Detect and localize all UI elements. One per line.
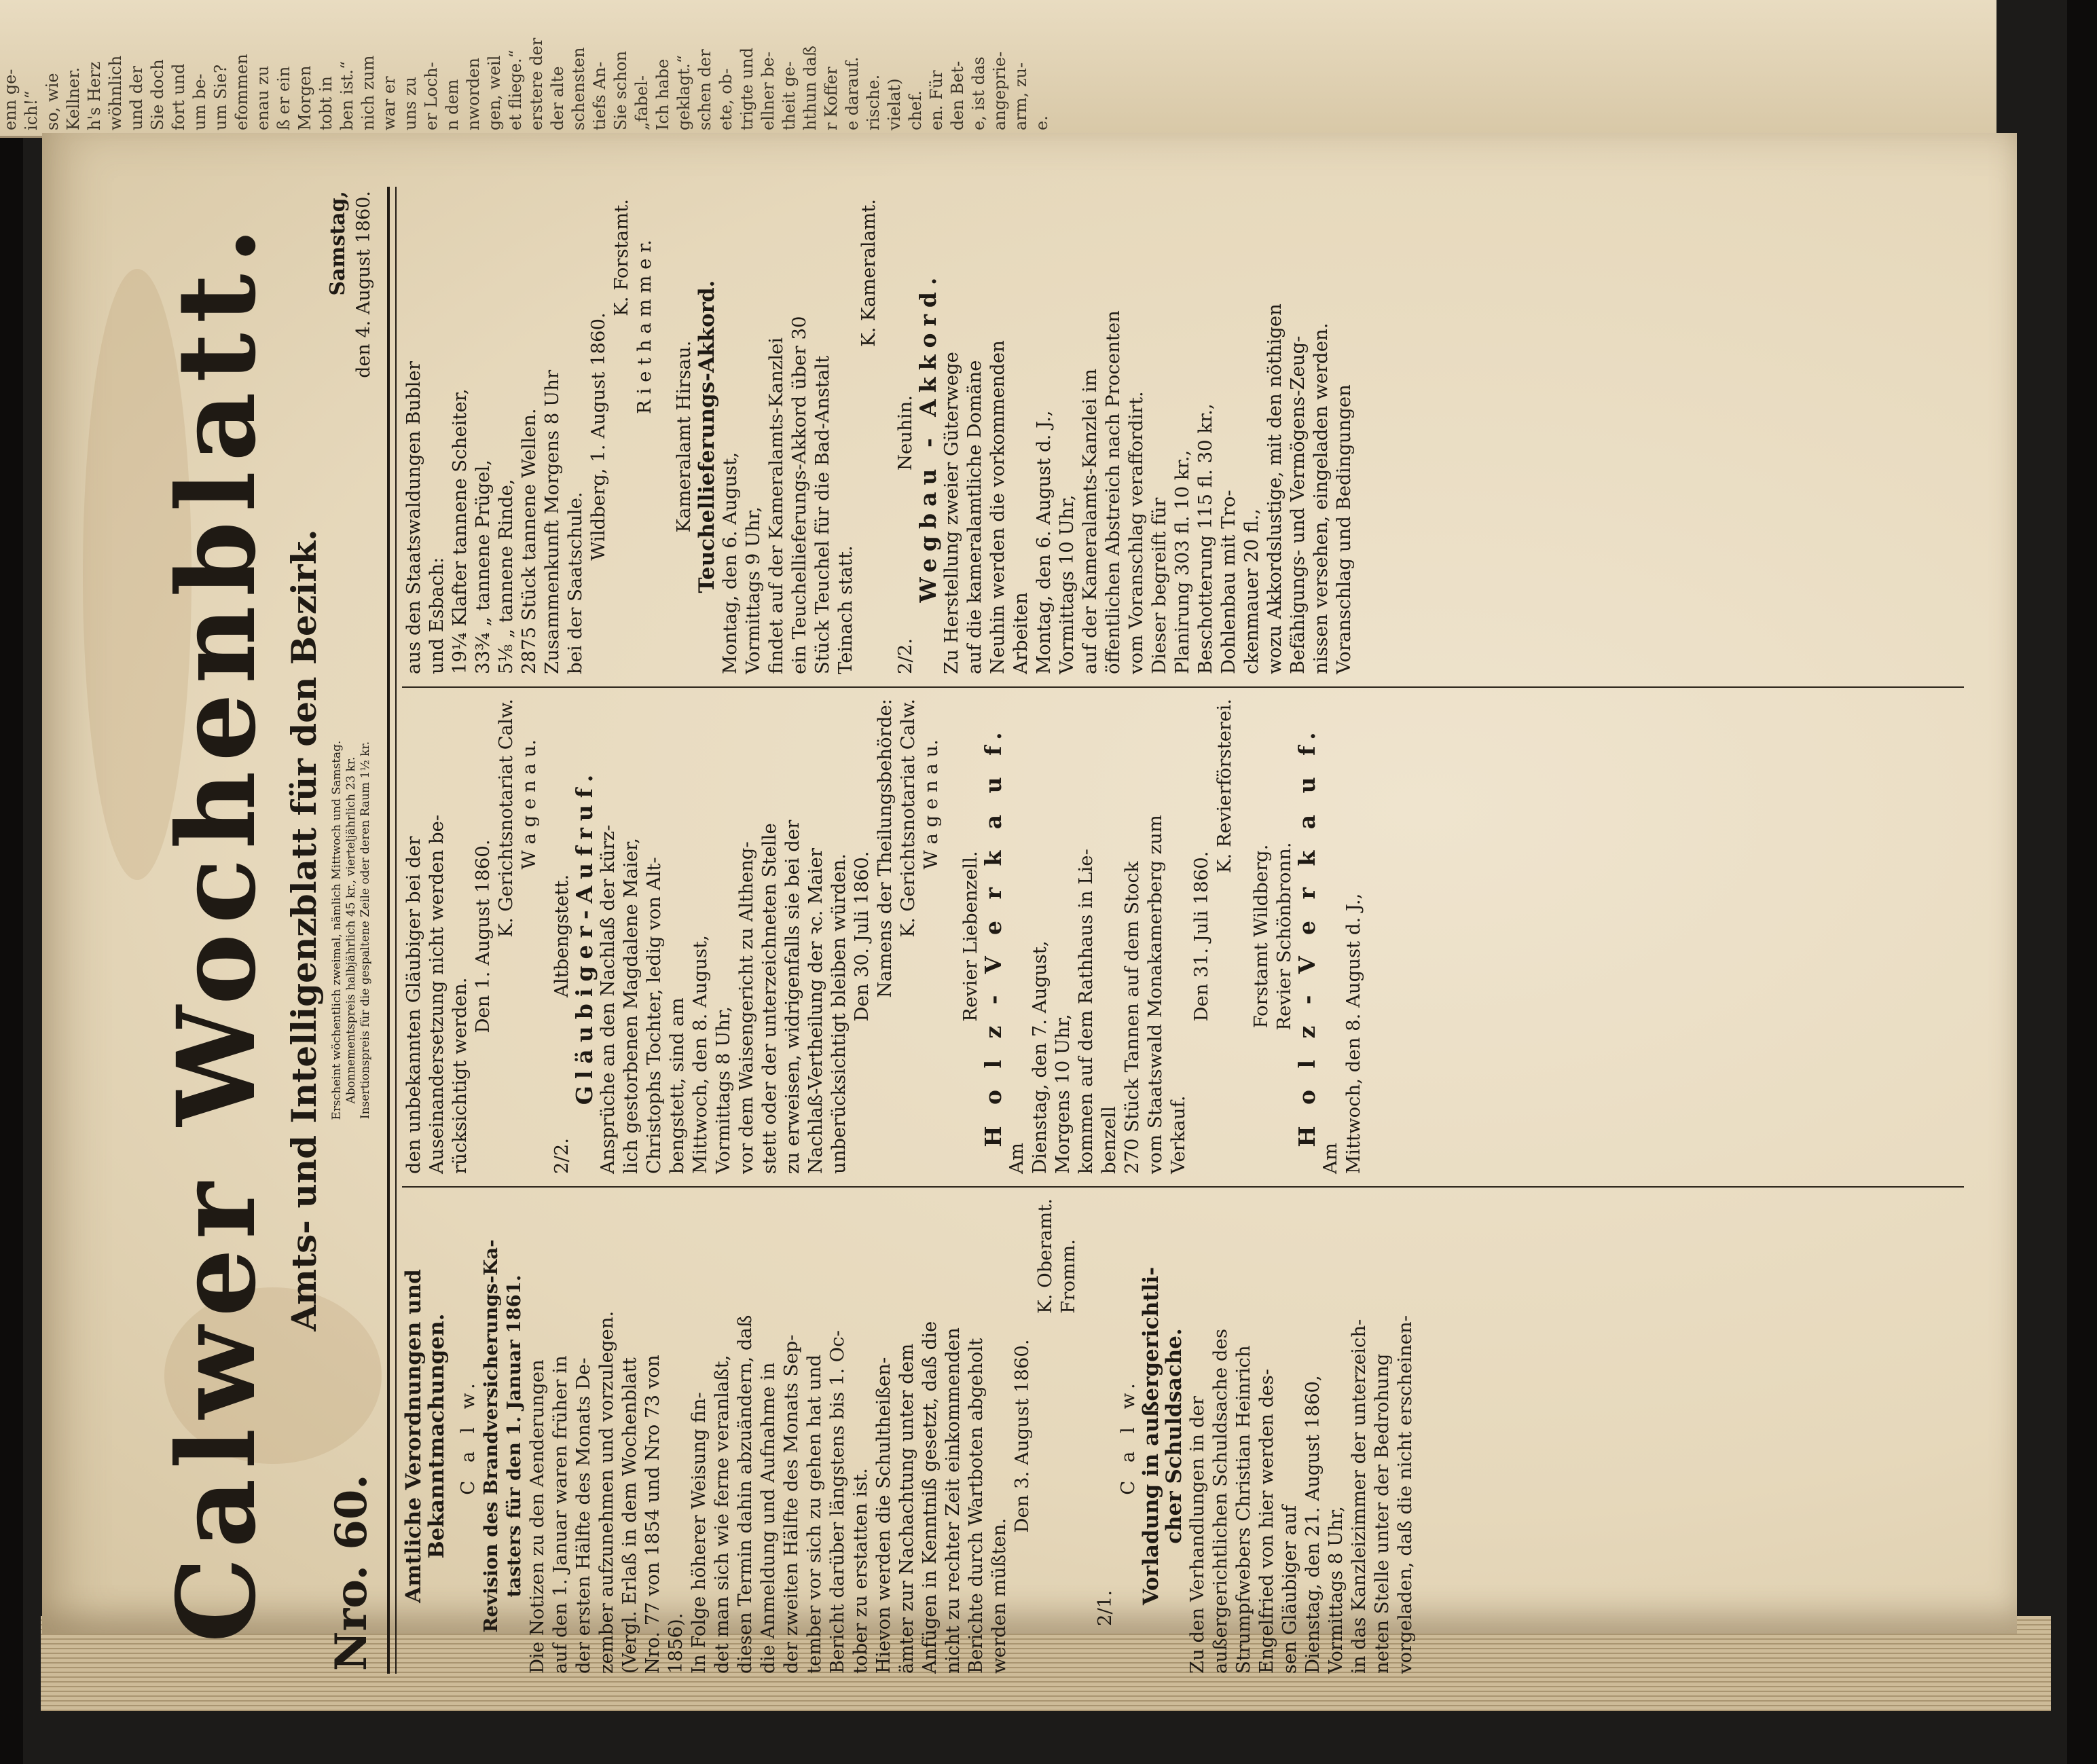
- text-line: Befähigungs- und Vermögens-Zeug-: [1287, 335, 1309, 674]
- text-line: Strumpfwebers Christian Heinrich: [1233, 1345, 1254, 1674]
- previous-page-line: enn ge-: [1, 69, 20, 130]
- previous-page-line: e darauf.: [843, 56, 862, 130]
- text-line: Am: [1319, 1143, 1341, 1174]
- text-line: Nachlaß-Vertheilung der ꝛc. Maier: [805, 847, 826, 1174]
- column-1: [402, 1198, 1417, 1674]
- text-line: den unbekannten Gläubiger bei der: [403, 836, 424, 1174]
- text-line: ämter zur Nachachtung unter dem: [896, 1343, 917, 1674]
- previous-page-line: en. Für: [927, 70, 946, 130]
- text-line: zu erweisen, widrigenfalls sie bei der: [782, 820, 803, 1174]
- spacer: [1236, 699, 1250, 1174]
- notice-mark-number: 2/2.: [551, 1138, 572, 1174]
- previous-page-line: fort und: [169, 63, 188, 130]
- notice-place: C a l w.: [1117, 1377, 1139, 1495]
- text-line: lich gestorbenen Magdalene Maier,: [620, 838, 642, 1174]
- notice-place: Revier Liebenzell.: [960, 851, 981, 1022]
- text-line: bei der Saatschule.: [564, 492, 586, 674]
- previous-page-line: angeprie-: [990, 51, 1009, 130]
- text-line: in das Kanzleizimmer der unterzeich-: [1348, 1319, 1370, 1674]
- previous-page-line: ellner be-: [759, 52, 778, 130]
- previous-page-line: e, ist das: [969, 56, 988, 130]
- text-line: Vormittags 8 Uhr,: [712, 1006, 734, 1174]
- text-line: In Folge höherer Weisung fin-: [688, 1392, 710, 1674]
- text-line: nissen versehen, eingeladen werden.: [1310, 323, 1332, 674]
- previous-page-line: geklagt.“: [674, 55, 693, 130]
- text-line: Mittwoch, den 8. August,: [689, 935, 711, 1174]
- notice-office: K. Oberamt.: [1034, 1198, 1056, 1314]
- previous-page-line: „fabel-: [632, 75, 651, 130]
- text-line: 2875 Stück tannene Wellen.: [518, 408, 540, 674]
- text-line: Voranschlag und Bedingungen: [1333, 384, 1355, 674]
- text-line: Dohlenbau mit Tro-: [1218, 490, 1239, 674]
- text-line: 270 Stück Tannen auf dem Stock: [1121, 861, 1143, 1174]
- publication-notice: [330, 485, 373, 1375]
- text-line: vom Voranschlag veraffordirt.: [1125, 391, 1147, 674]
- previous-page: [0, 0, 1996, 138]
- notice-office: K. Gerichtsnotariat Calw.: [495, 699, 517, 938]
- previous-page-line: tiefs An-: [590, 61, 609, 130]
- notice-mark: [894, 199, 917, 674]
- previous-page-text: [0, 0, 1996, 136]
- text-line: sen Gläubiger auf: [1279, 1505, 1300, 1674]
- newspaper-content: [143, 187, 2003, 1674]
- previous-page-line: rische.: [864, 74, 883, 130]
- previous-page-line: et fliege.“: [506, 50, 525, 130]
- notice-signature: W a g e n a u.: [920, 739, 942, 870]
- notice-mark: 2/1.: [1094, 1590, 1116, 1626]
- text-line: Teinach statt.: [835, 545, 856, 674]
- notice-signature: Fromm.: [1057, 1239, 1079, 1314]
- previous-page-line: tobt in: [316, 76, 335, 130]
- previous-page-line: nworden: [464, 58, 483, 130]
- text-line: unberücksichtigt bleiben würden.: [828, 853, 850, 1174]
- text-line: rücksichtigt werden.: [449, 977, 471, 1174]
- notice-title: cher Schuldsache.: [1162, 1328, 1186, 1544]
- text-line: vom Staatswald Monakamerberg zum: [1144, 815, 1166, 1174]
- text-line: 1856).: [665, 1613, 687, 1674]
- notice-body: [718, 199, 857, 674]
- section-heading: Bekanntmachungen.: [424, 1313, 449, 1559]
- text-line: Morgens 10 Uhr,: [1052, 1014, 1074, 1174]
- text-line: vorgeladen, daß die nicht erscheinen-: [1394, 1315, 1416, 1674]
- text-line: Vormittags 10 Uhr,: [1056, 494, 1078, 674]
- previous-page-line: ß er ein: [274, 66, 293, 130]
- text-line: Nro. 77 von 1854 und Nro 73 von: [642, 1355, 663, 1674]
- text-line: Vormittags 9 Uhr,: [742, 507, 764, 674]
- text-line: Montag, den 6. August,: [719, 452, 741, 674]
- text-line: tober zu erstatten ist.: [850, 1468, 871, 1674]
- masthead: [143, 187, 387, 1674]
- notice-place: Neuhin.: [894, 394, 916, 471]
- text-line: 33¾ „ tannene Prügel,: [472, 459, 494, 674]
- previous-page-line: ete, ob-: [716, 68, 735, 130]
- previous-page-line: er Loch-: [422, 62, 441, 130]
- previous-page-line: arm, zu-: [1011, 62, 1030, 130]
- text-line: auf der Kameralamts-Kanzlei im: [1079, 369, 1101, 674]
- notice-office: K. Forstamt.: [610, 199, 632, 316]
- spacer: [656, 199, 672, 674]
- previous-page-line: e.: [1032, 115, 1051, 130]
- text-line: Neuhin werden die vorkommenden: [987, 340, 1008, 674]
- notice-place: Revier Schönbronn.: [1273, 842, 1295, 1031]
- text-line: Montag, den 6. August d. J.,: [1033, 410, 1055, 674]
- spacer: [943, 699, 959, 1174]
- notice-date: Den 30. Juli 1860.: [851, 851, 873, 1022]
- previous-page-line: trigte und: [737, 48, 756, 130]
- notice-office: K. Gerichtsnotariat Calw.: [897, 699, 919, 938]
- notice-body: [596, 699, 850, 1174]
- text-line: auf den 1. Januar waren früher in: [549, 1355, 571, 1674]
- newspaper-subtitle: Amts- und Intelligenzblatt für den Bezirk.: [284, 529, 324, 1331]
- notice-mark-number: 2/2.: [894, 638, 916, 674]
- text-line: diesen Termin dahin abzuändern, daß: [734, 1315, 756, 1674]
- text-line: Berichte durch Wartboten abgeholt: [965, 1338, 987, 1674]
- text-line: Verkauf.: [1167, 1095, 1189, 1174]
- text-line: (Vergl. Erlaß in dem Wochenblatt: [619, 1357, 640, 1674]
- text-line: Mittwoch, den 8. August d. J.,: [1343, 893, 1364, 1174]
- spacer: [448, 1198, 456, 1674]
- notice-title: H o l z - V e r k a u f.: [980, 725, 1006, 1147]
- issue-day: Samstag,: [326, 191, 350, 296]
- previous-page-line: enau zu: [253, 65, 272, 130]
- previous-page-line: nich zum: [359, 55, 378, 130]
- notice-title: H o l z - V e r k a u f.: [1294, 725, 1320, 1147]
- text-line: Zu Herstellung zweier Güterwege: [941, 352, 962, 674]
- text-line: nicht zu rechter Zeit einkommenden: [942, 1327, 964, 1674]
- previous-page-line: wöhnlich: [106, 55, 125, 130]
- previous-page-line: r Koffer: [822, 67, 841, 130]
- notice-office: K. Revierförsterei.: [1214, 699, 1235, 874]
- issue-number: Nro. 60.: [326, 1474, 377, 1671]
- previous-page-line: Morgen: [295, 65, 314, 130]
- previous-page-line: um be-: [190, 73, 209, 130]
- previous-page-line: efommen: [232, 54, 251, 130]
- text-line: vor dem Waisengericht zu Altheng-: [735, 841, 757, 1174]
- notice-date: Den 1. August 1860.: [472, 839, 494, 1033]
- text-line: ckenmauer 20 fl.,: [1241, 509, 1262, 674]
- column-rule: [402, 686, 1964, 688]
- previous-page-line: der alte: [548, 66, 567, 130]
- notice-body: [402, 199, 587, 674]
- text-line: det man sich wie ferne veranlaßt,: [711, 1355, 733, 1674]
- column-3: [402, 199, 1355, 674]
- previous-page-line: theit ge-: [780, 61, 799, 130]
- text-line: und Esbach:: [426, 557, 448, 674]
- text-line: tember vor sich zu gehen hat und: [803, 1354, 825, 1674]
- text-line: Bericht darüber längstens bis 1. Oc-: [826, 1330, 848, 1674]
- text-line: außergerichtlichen Schuldsache des: [1209, 1329, 1231, 1674]
- previous-page-line: um Sie?: [211, 64, 230, 130]
- notice-title: Revision des Brandversicherungs-Ka-: [480, 1239, 502, 1633]
- notice-title: Gläubiger-Aufruf.: [571, 767, 598, 1105]
- previous-page-line: ben ist.“: [338, 60, 357, 130]
- notice-line: Erscheint wöchentlich zweimal, nämlich Mittwoch und Samstag.: [330, 740, 344, 1120]
- text-line: Dienstag, den 21. August 1860,: [1302, 1375, 1324, 1674]
- section-heading: Amtliche Verordnungen und: [401, 1269, 426, 1603]
- text-line: Am: [1006, 1143, 1027, 1174]
- previous-page-line: hthun daß: [801, 45, 820, 130]
- notice-body: [526, 1198, 1010, 1674]
- notice-place: Kameralamt Hirsau.: [673, 340, 695, 533]
- notice-mark: [550, 699, 573, 1174]
- column-2: [402, 699, 1365, 1174]
- text-line: werden müßten.: [988, 1518, 1010, 1674]
- text-line: Stück Teuchel für die Bad-Anstalt: [812, 355, 833, 674]
- text-line: Zusammenkunft Morgens 8 Uhr: [541, 369, 563, 674]
- text-line: Die Notizen zu den Aenderungen: [526, 1359, 548, 1674]
- text-line: Zu den Verhandlungen in der: [1186, 1396, 1208, 1674]
- notice-signature: R i e t h a m m e r.: [634, 240, 655, 414]
- notice-body: [940, 199, 1355, 674]
- notice-line: Insertionspreis für die gespaltene Zeile oder deren Raum 1½ kr.: [359, 741, 372, 1120]
- spacer: [541, 699, 550, 1174]
- text-line: Ansprüche an den Nachlaß der kürz-: [597, 824, 619, 1174]
- text-line: Beschotterung 115 fl. 30 kr.,: [1195, 403, 1216, 674]
- previous-page-line: war er: [380, 76, 399, 130]
- previous-page-line: chef.: [906, 90, 925, 130]
- text-line: Dieser begreift für: [1148, 497, 1170, 674]
- text-line: Arbeiten: [1010, 592, 1032, 674]
- notice-title: tasters für den 1. Januar 1861.: [503, 1274, 525, 1598]
- text-line: stett oder der unterzeichneten Stelle: [759, 823, 780, 1174]
- newspaper-title: Calwer Wochenblatt.: [154, 217, 280, 1643]
- text-line: Auseinandersetzung nicht werden be-: [426, 814, 448, 1174]
- previous-page-line: n dem: [443, 79, 462, 130]
- text-line: Anfügen in Kenntniß gesetzt, daß die: [919, 1321, 941, 1674]
- notice-date: Wildberg, 1. August 1860.: [587, 312, 609, 561]
- text-line: Planirung 303 fl. 10 kr.,: [1171, 449, 1193, 674]
- previous-page-line: uns zu: [401, 77, 420, 130]
- text-line: öffentlichen Abstreich nach Procenten: [1102, 310, 1124, 674]
- notice-line: Abonnementspreis halbjährlich 45 kr., vierteljährlich 23 kr.: [344, 756, 358, 1104]
- text-line: kommen auf dem Rathhaus in Lie-: [1075, 849, 1097, 1174]
- previous-page-line: den Bet-: [948, 60, 967, 130]
- text-line: Vormittags 8 Uhr,: [1325, 1506, 1347, 1674]
- text-line: wozu Akkordslustige, mit den nöthigen: [1264, 304, 1285, 674]
- previous-page-line: und der: [127, 66, 146, 130]
- notice-place: C a l w.: [457, 1377, 479, 1495]
- spacer: [1080, 1198, 1093, 1674]
- previous-page-line: h's Herz: [85, 61, 104, 130]
- notice-title: Vorladung in außergerichtli-: [1139, 1266, 1163, 1606]
- previous-page-line: Kellner.: [64, 67, 83, 130]
- previous-page-line: Ich habe: [653, 58, 672, 130]
- column-rule: [402, 1186, 1964, 1188]
- previous-page-line: schensten: [569, 47, 588, 130]
- notice-body: [1319, 699, 1365, 1174]
- previous-page-line: Sie doch: [148, 59, 167, 130]
- text-line: Hievon werden die Schultheißen-: [873, 1357, 894, 1674]
- previous-page-line: erstere der: [527, 37, 546, 130]
- notice-office: Namens der Theilungsbehörde:: [874, 699, 896, 998]
- notice-date: Den 3. August 1860.: [1011, 1339, 1033, 1533]
- previous-page-line: gen, weil: [485, 55, 504, 130]
- previous-page-line: Sie schon: [611, 50, 630, 130]
- previous-page-line: so, wie: [43, 73, 62, 130]
- notice-title: Teuchellieferungs-Akkord.: [695, 280, 719, 593]
- masthead-rule: [387, 187, 397, 1674]
- notice-body: [1005, 699, 1190, 1174]
- text-line: ein Teuchellieferungs-Akkord über 30: [788, 316, 810, 674]
- text-line: Engelfried von hier werden des-: [1256, 1369, 1277, 1674]
- text-line: zember aufzunehmen und vorzulegen.: [596, 1310, 617, 1674]
- text-line: bengstett, sind am: [666, 997, 688, 1174]
- notice-office: K. Kameralamt.: [858, 199, 879, 347]
- previous-page-line: ich!“: [22, 90, 41, 130]
- notice-date: Den 31. Juli 1860.: [1190, 851, 1212, 1022]
- notice-signature: W a g e n a u.: [518, 739, 540, 870]
- text-line: Christophs Tochter, ledig von Alt-: [643, 857, 665, 1174]
- text-line: aus den Staatswaldungen Bubler: [403, 361, 424, 674]
- text-line: auf die kameralamtliche Domäne: [964, 360, 985, 674]
- text-line: 5⅛ „ tannene Rinde,: [495, 479, 517, 674]
- text-line: benzell: [1098, 1106, 1120, 1174]
- text-line: 19¼ Klafter tannene Scheiter,: [449, 388, 471, 674]
- notice-body: [1186, 1198, 1417, 1674]
- text-line: der zweiten Hälfte des Monats Sep-: [780, 1334, 802, 1674]
- previous-page-line: schen der: [695, 49, 714, 130]
- issue-date: den 4. August 1860.: [353, 191, 374, 378]
- notice-place: Altbengstett.: [551, 874, 572, 997]
- notice-title: Wegbau - Akkord.: [915, 270, 941, 603]
- spacer: [880, 199, 894, 674]
- previous-page-column: [0, 38, 1053, 130]
- notice-body: [402, 699, 471, 1174]
- text-line: der ersten Hälfte des Monats De-: [572, 1357, 594, 1674]
- text-line: die Anmeldung und Aufnahme in: [757, 1362, 779, 1674]
- text-line: findet auf der Kameralamts-Kanzlei: [765, 337, 787, 674]
- notice-place: Forstamt Wildberg.: [1250, 844, 1272, 1029]
- previous-page-line: vielat): [885, 78, 904, 130]
- text-line: Dienstag, den 7. August,: [1029, 940, 1051, 1174]
- text-line: neten Stelle unter der Bedrohung: [1371, 1353, 1393, 1674]
